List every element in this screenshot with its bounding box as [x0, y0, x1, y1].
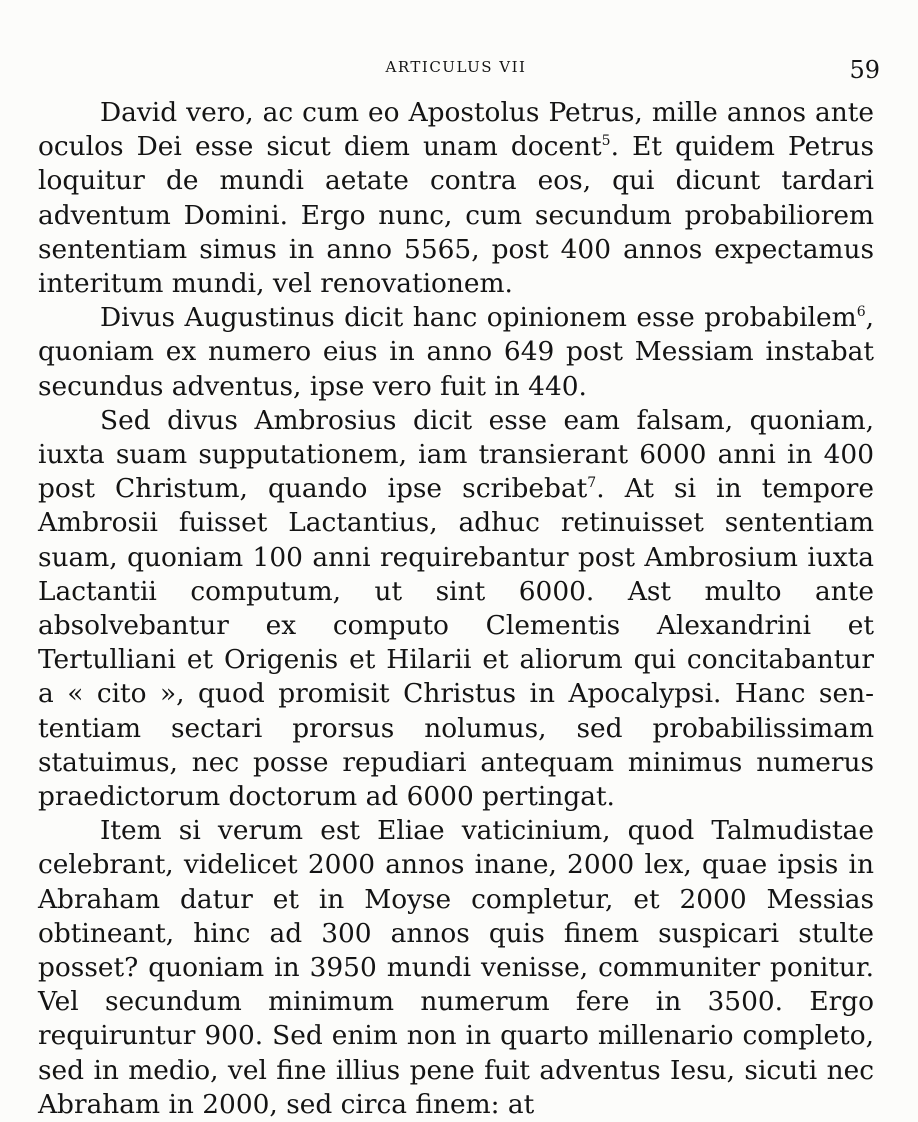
text-segment: . At si in tempore Ambrosii fuisset Lactantius, adhuc retinuisset sententiam suam, quoniam 100 anni requirebantur post Ambrosium iuxta Lactantii computum, ut sint 6000. Ast multo ante absolvebantur ex computo Clementis Alexandrini et Tertulliani et Origenis et Hilarii et aliorum qui concitabantur a « cito », quod promisit Christus in Apocalypsi. Hanc sententiam sectari prorsus nolumus, sed probabilissimam statuimus, nec posse repudiari antequam minimus numerus praedictorum doctorum ad 6000 pertingat.	[38, 473, 874, 813]
body-text	[38, 96, 874, 1122]
paragraph-2	[38, 301, 874, 404]
text-segment: , quoniam ex numero eius in anno 649 post Messiam instabat secundus adventus, ipse vero fuit in 440.	[38, 302, 874, 402]
text-segment: Item si verum est Eliae vaticinium, quod Talmudistae celebrant, videlicet 2000 annos inane, 2000 lex, quae ipsis in Abraham datur et in Moyse completur, et 2000 Messias obtineant, hinc ad 300 annos quis finem suspicari stulte posset? quoniam in 3950 mundi venisse, communiter ponitur. Vel secundum minimum numerum fere in 3500. Ergo requiruntur 900. Sed enim non in quarto millenario completo, sed in medio, vel fine illius pene fuit adventus Iesu, sicuti nec Abraham in 2000, sed circa finem: at	[38, 815, 874, 1120]
text-segment: David vero, ac cum eo Apostolus Petrus, mille annos ante oculos Dei esse sicut diem unam docent	[38, 97, 874, 163]
text-segment: Divus Augustinus dicit hanc opinionem esse probabilem	[100, 302, 857, 334]
paragraph-1	[38, 96, 874, 301]
footnote-marker: 7	[587, 475, 597, 492]
text-segment: Sed divus Ambrosius dicit esse eam falsam, quoniam, iuxta suam supputationem, iam transierant 6000 anni in 400 post Christum, quando ipse scribebat	[38, 404, 874, 505]
paragraph-4	[38, 814, 874, 1122]
page-number: 59	[849, 56, 880, 84]
running-head	[38, 0, 880, 96]
running-title: ARTICULUS VII	[385, 58, 527, 76]
text-segment: . Et quidem Petrus loquitur de mundi aetate contra eos, qui dicunt tardari adventum Domini. Ergo nunc, cum secundum probabiliorem sententiam simus in anno 5565, post 400 annos expectamus interitum mundi, vel renovationem.	[38, 131, 874, 300]
footnote-marker: 5	[601, 133, 611, 150]
paragraph-3	[38, 404, 874, 814]
footnote-marker: 6	[856, 304, 866, 321]
